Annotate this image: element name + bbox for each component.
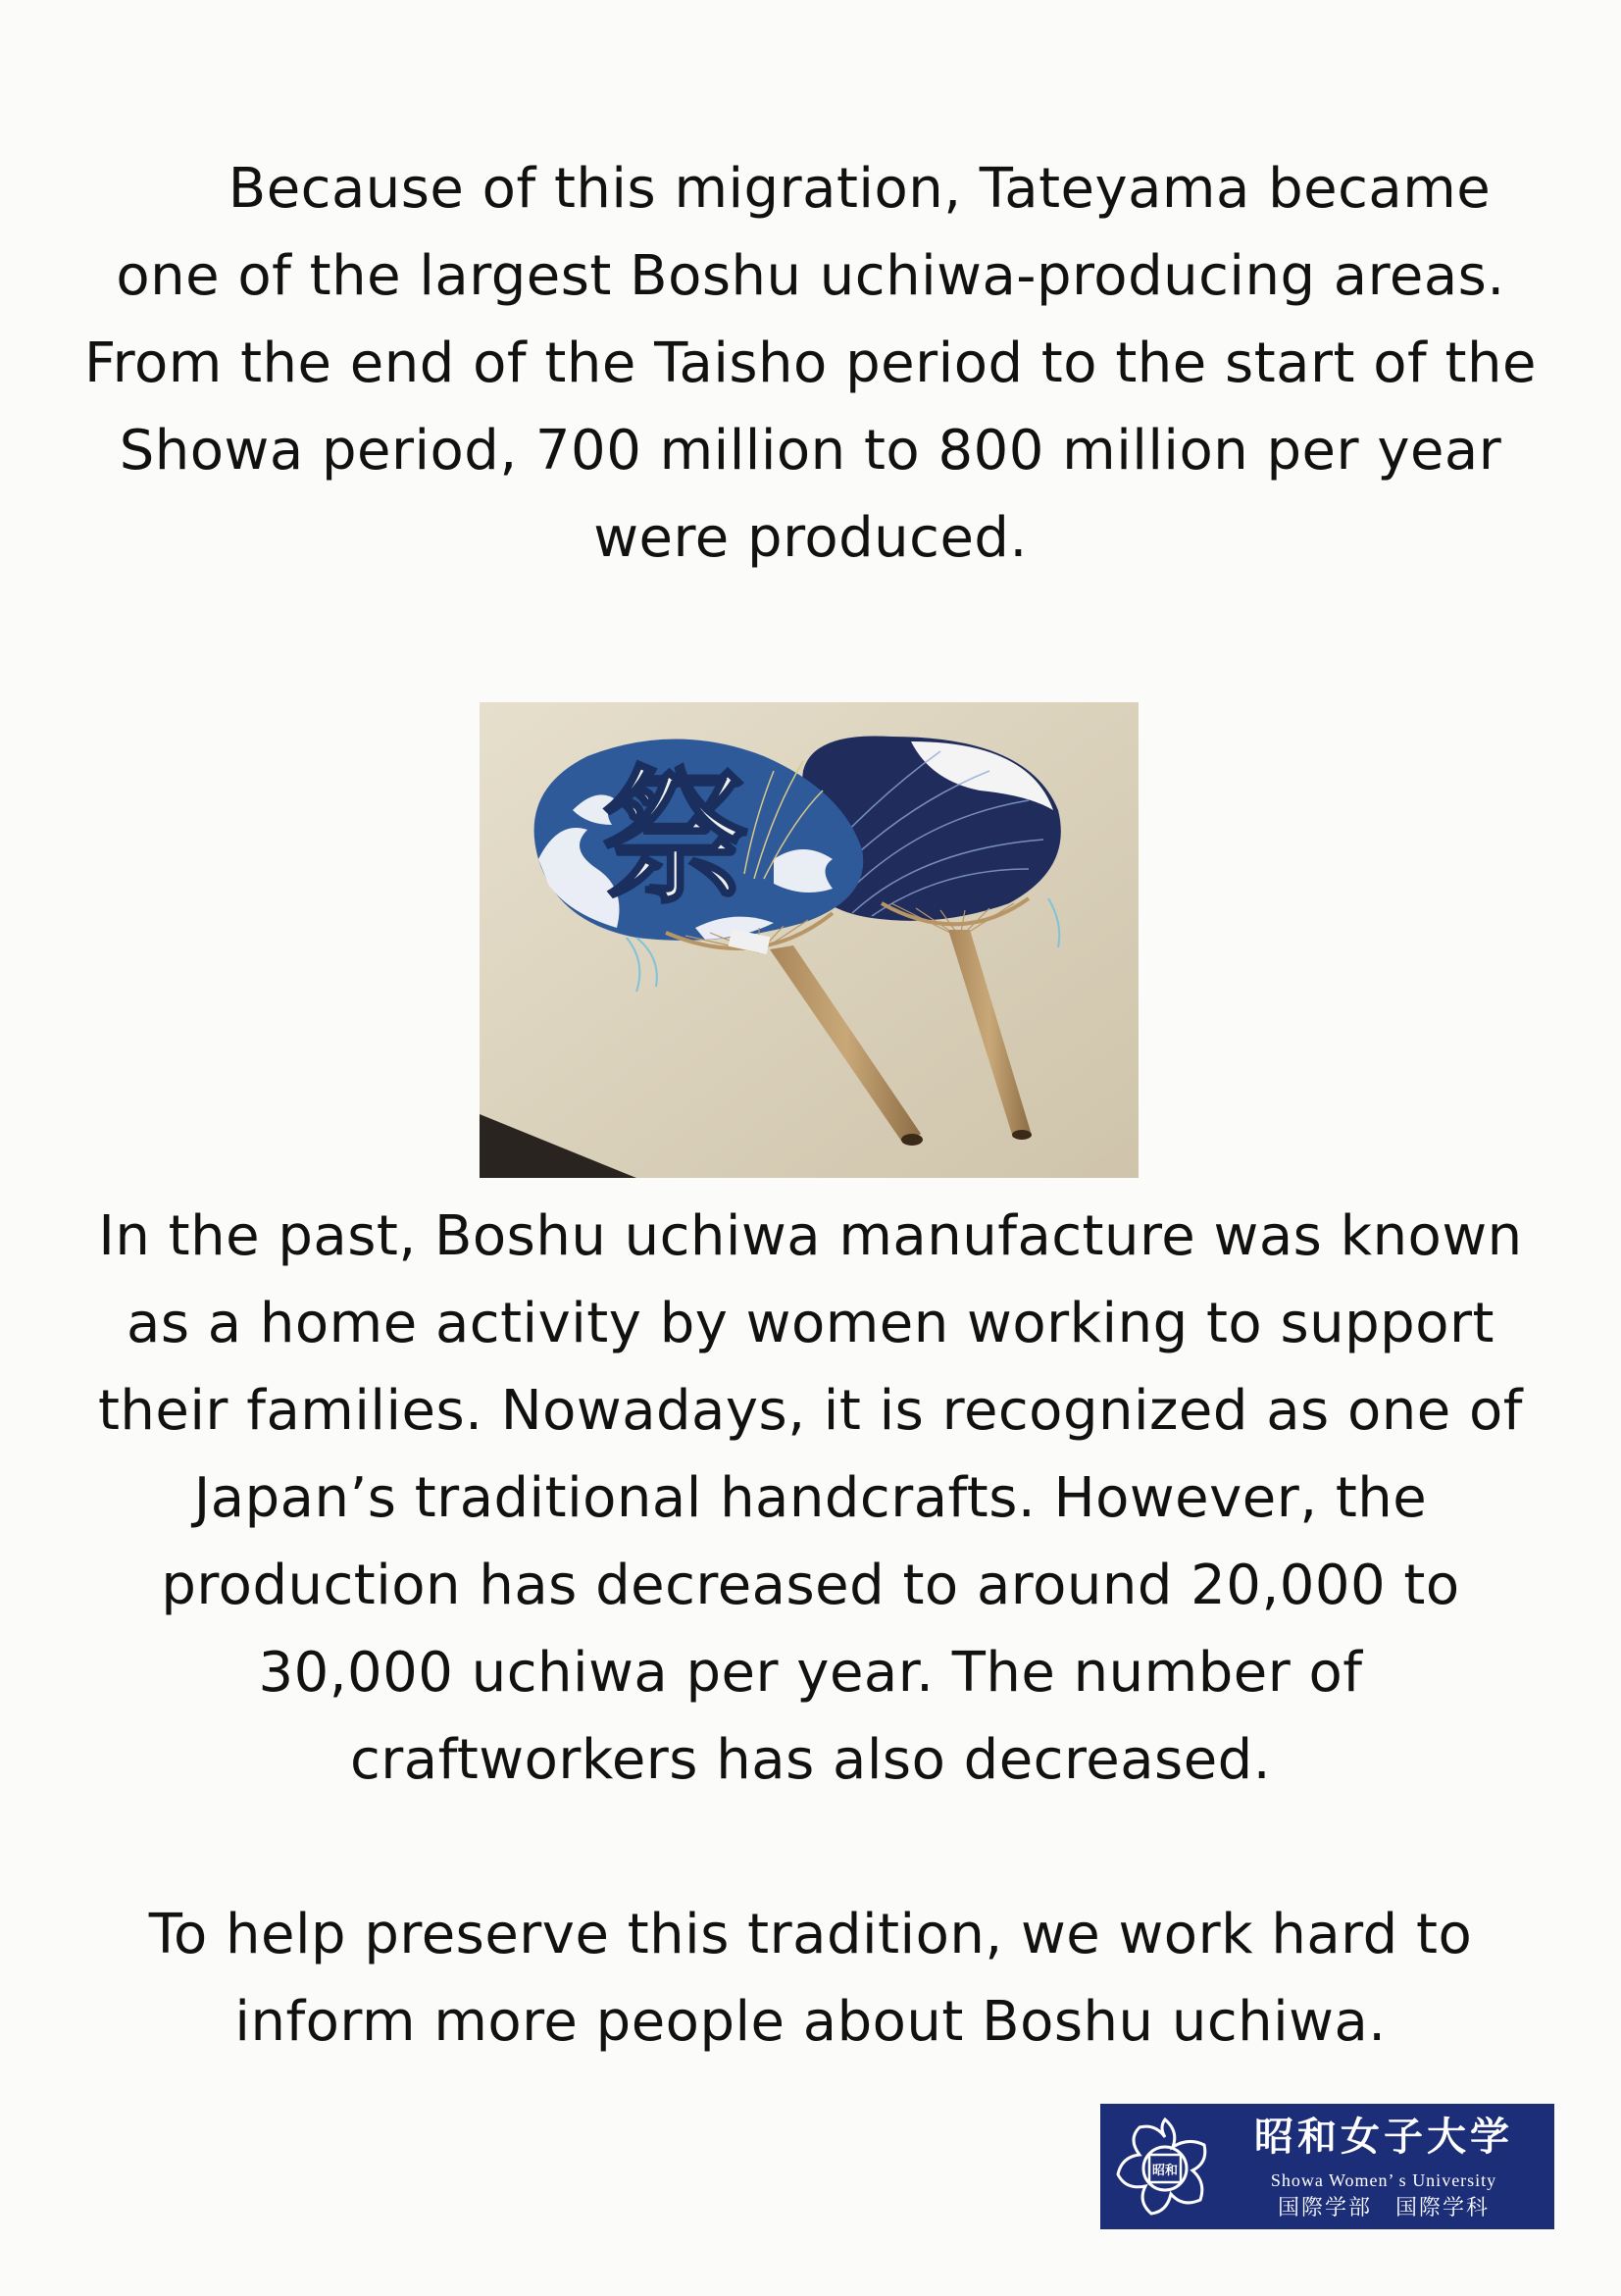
uchiwa-fans-illustration (480, 702, 1139, 1178)
cherry-blossom-emblem-icon (1110, 2112, 1220, 2221)
fan-kanji-matsuri: 祭 (601, 751, 750, 924)
paragraph-preservation: To help preserve this tradition, we work hard to inform more people about Boshu uchiwa. (148, 1903, 1473, 2054)
emblem-kanji: 昭和 (1151, 2164, 1179, 2178)
paragraph-migration (78, 145, 1543, 582)
university-logo (1100, 2104, 1554, 2229)
paragraph-migration-text: Because of this migration, Tateyama became one of the largest Boshu uchiwa-producing areas. From the end of the Taisho period to the start of the Showa period, 700 million to 800 million per year were produced. (84, 157, 1537, 570)
university-name-english: Showa Women’ s University (1270, 2170, 1497, 2190)
university-name-japanese: 昭和女子大学 (1254, 2114, 1513, 2160)
paragraph-history: In the past, Boshu uchiwa manufacture was known as a home activity by women working to support their families. Nowadays, it is recognized as one of Japan’s traditional handcrafts. However, the production has decreased to around 20,000 to 30,000 uchiwa per year. The number of craftworkers has also decreased. (97, 1204, 1524, 1792)
department-label: 国際学部 国際学科 (1277, 2196, 1490, 2220)
uchiwa-fans-photo (480, 702, 1139, 1178)
